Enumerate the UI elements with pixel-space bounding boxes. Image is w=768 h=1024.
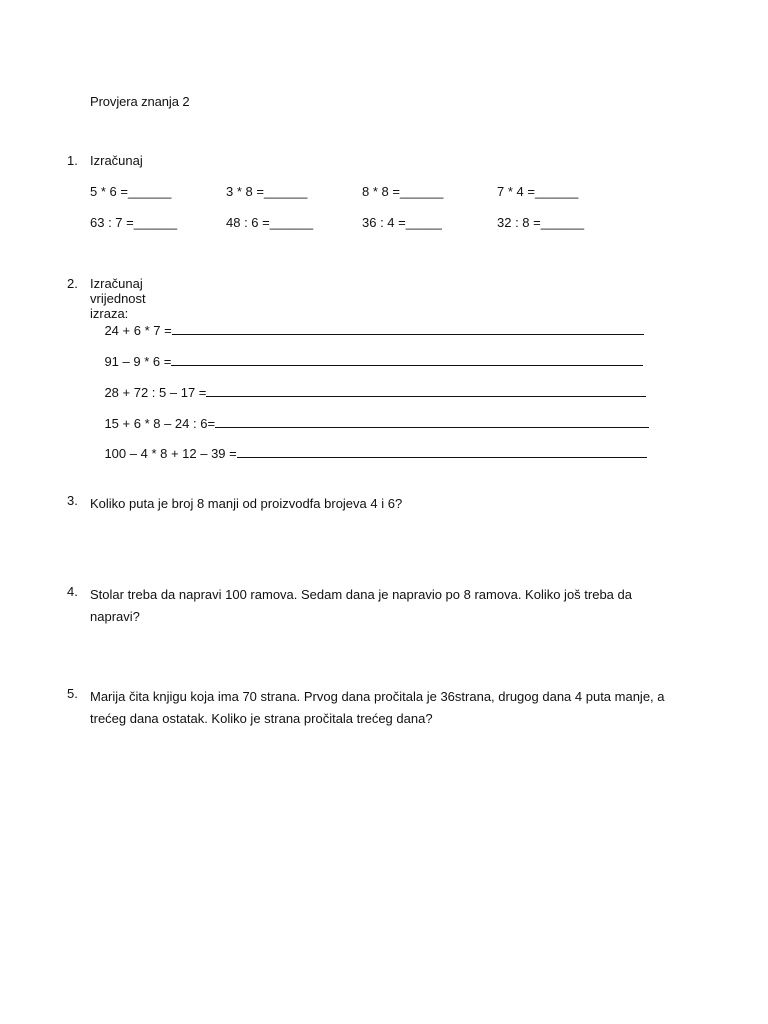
task-1-heading: Izračunaj xyxy=(90,153,143,168)
task-1-problem-8: 32 : 8 =______ xyxy=(497,215,585,230)
answer-line xyxy=(171,353,643,366)
task-1-problem-1: 5 * 6 =______ xyxy=(90,184,172,199)
task-3-text: Koliko puta je broj 8 manji od proizvodfa brojeva 4 i 6? xyxy=(90,496,403,511)
expression-text: 91 – 9 * 6 = xyxy=(104,354,172,369)
task-4-number: 4. xyxy=(67,584,78,599)
expression-text: 15 + 6 * 8 – 24 : 6= xyxy=(104,416,216,431)
task-5-text: Marija čita knjigu koja ima 70 strana. Prvog dana pročitala je 36strana, drugog dana 4 puta manje, a trećeg dana ostatak. Koliko je strana pročitala trećeg dana? xyxy=(90,689,665,726)
expression-text: 24 + 6 * 7 = xyxy=(104,323,172,338)
task-1-problem-3: 8 * 8 =______ xyxy=(362,184,444,199)
answer-line xyxy=(215,415,649,428)
task-1-problem-4: 7 * 4 =______ xyxy=(497,184,579,199)
task-2-number: 2. xyxy=(67,276,78,291)
task-4-text: Stolar treba da napravi 100 ramova. Sedam dana je napravio po 8 ramova. Koliko još treba da napravi? xyxy=(90,587,632,624)
task-2-expression-5 xyxy=(90,430,647,476)
task-1-problem-2: 3 * 8 =______ xyxy=(226,184,308,199)
worksheet-title: Provjera znanja 2 xyxy=(90,94,190,109)
answer-line xyxy=(237,445,647,458)
task-2-heading: Izračunaj vrijednost izraza: xyxy=(90,276,146,321)
expression-text: 28 + 72 : 5 – 17 = xyxy=(104,385,207,400)
task-1-problem-6: 48 : 6 =______ xyxy=(226,215,314,230)
task-1-problem-7: 36 : 4 =_____ xyxy=(362,215,442,230)
expression-text: 100 – 4 * 8 + 12 – 39 = xyxy=(104,446,237,461)
task-1-problem-5: 63 : 7 =______ xyxy=(90,215,178,230)
answer-line xyxy=(172,322,644,335)
task-1-number: 1. xyxy=(67,153,78,168)
answer-line xyxy=(206,384,646,397)
task-5-number: 5. xyxy=(67,686,78,701)
task-3-number: 3. xyxy=(67,493,78,508)
